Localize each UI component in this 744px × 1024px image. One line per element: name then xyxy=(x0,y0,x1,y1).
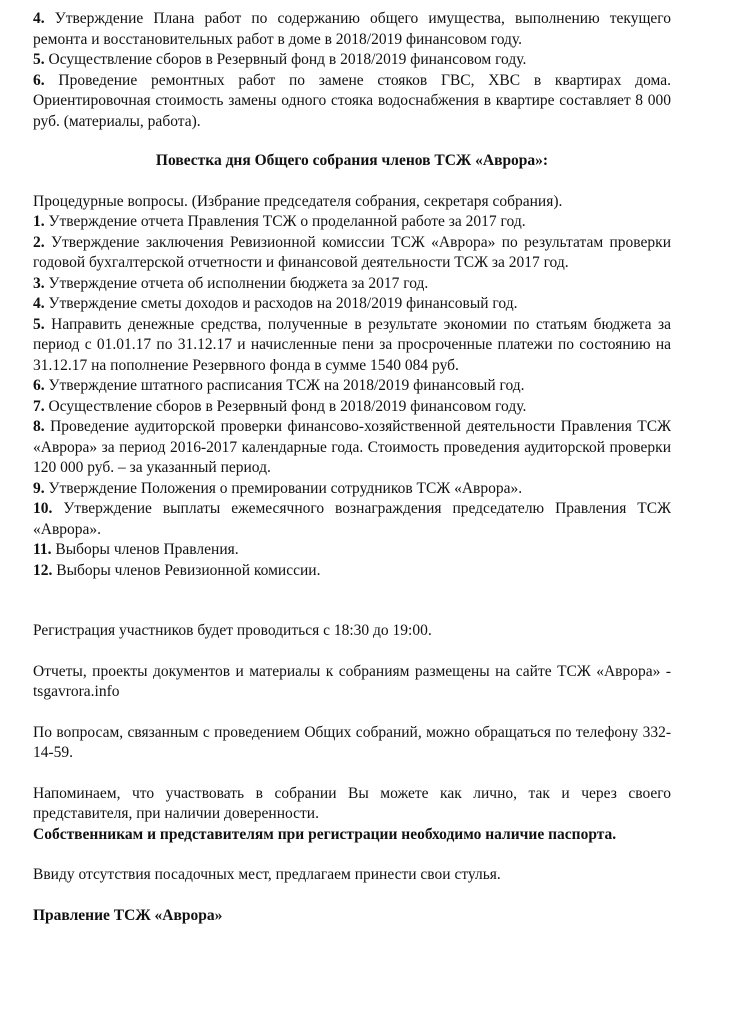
document-body xyxy=(33,9,671,926)
agenda-item-1: 1. Утверждение отчета Правления ТСЖ о проделанной работе за 2017 год. xyxy=(33,213,526,230)
procedural-questions: Процедурные вопросы. (Избрание председателя собрания, секретаря собрания). xyxy=(33,192,563,210)
agenda-item-7: 7. Осуществление сборов в Резервный фонд в 2018/2019 финансовом году. xyxy=(33,397,527,415)
agenda-item-9: 9. Утверждение Положения о премировании сотрудников ТСЖ «Аврора». xyxy=(33,479,523,497)
spacer xyxy=(33,886,671,906)
agenda-item-10: 10. Утверждение выплаты ежемесячного вознаграждения председателю Правления ТСЖ «Аврора». xyxy=(33,500,671,538)
agenda-item-11: 11. Выборы членов Правления. xyxy=(33,541,239,558)
spacer xyxy=(33,581,671,621)
continued-item-5: 5. Осуществление сборов в Резервный фонд в 2018/2019 финансовом году. xyxy=(33,51,527,68)
passport-notice: Собственникам и представителям при регистрации необходимо наличие паспорта. xyxy=(33,825,617,843)
registration-notice: Регистрация участников будет проводиться с 18:30 до 19:00. xyxy=(33,622,432,639)
representative-reminder: Напоминаем, что участвовать в собрании Вы можете как лично, так и через своего представителя, при наличии доверенности. xyxy=(33,784,671,822)
agenda-title: Повестка дня Общего собрания членов ТСЖ «Аврора»: xyxy=(155,152,549,169)
agenda-list xyxy=(33,212,671,581)
reports-notice: Отчеты, проекты документов и материалы к собраниям размещены на сайте ТСЖ «Аврора» - tsgavrora.info xyxy=(33,662,671,700)
agenda-item-6: 6. Утверждение штатного расписания ТСЖ на 2018/2019 финансовый год. xyxy=(33,377,525,394)
continued-item-4: 4. Утверждение Плана работ по содержанию общего имущества, выполнению текущего ремонта и восстановительных работ в доме в 2018/2019 финансовом году. xyxy=(33,10,671,48)
signature: Правление ТСЖ «Аврора» xyxy=(33,906,223,924)
spacer xyxy=(33,845,671,865)
continued-item-6: 6. Проведение ремонтных работ по замене стояков ГВС, ХВС в квартирах дома. Ориентировочная стоимость замены одного стояка водоснабжения в квартире составляет 8 000 руб. (материалы, работа). xyxy=(33,71,671,130)
chairs-notice: Ввиду отсутствия посадочных мест, предлагаем принести свои стулья. xyxy=(33,866,501,883)
continued-list xyxy=(33,9,671,132)
phone-notice: По вопросам, связанным с проведением Общих собраний, можно обращаться по телефону 332-14-59. xyxy=(33,723,671,761)
agenda-item-8: 8. Проведение аудиторской проверки финансово-хозяйственной деятельности Правления ТСЖ «Аврора» за период 2016-2017 календарные года. Стоимость проведения аудиторской проверки 120 000 руб. – за указанный период. xyxy=(33,418,671,476)
agenda-item-5: 5. Направить денежные средства, полученные в результате экономии по статьям бюджета за период с 01.01.17 по 31.12.17 и начисленные пени за просроченные платежи по состоянию на 31.12.17 на пополнение Резервного фонда в сумме 1540 084 руб. xyxy=(33,315,671,374)
spacer xyxy=(33,703,671,723)
agenda-item-3: 3. Утверждение отчета об исполнении бюджета за 2017 год. xyxy=(33,274,429,292)
spacer xyxy=(33,764,671,784)
spacer xyxy=(33,642,671,662)
agenda-item-4: 4. Утверждение сметы доходов и расходов на 2018/2019 финансовый год. xyxy=(33,295,518,312)
agenda-item-12: 12. Выборы членов Ревизионной комиссии. xyxy=(33,561,321,579)
agenda-item-2: 2. Утверждение заключения Ревизионной комиссии ТСЖ «Аврора» по результатам проверки годовой бухгалтерской отчетности и финансовой деятельности ТСЖ за 2017 год. xyxy=(33,233,671,271)
